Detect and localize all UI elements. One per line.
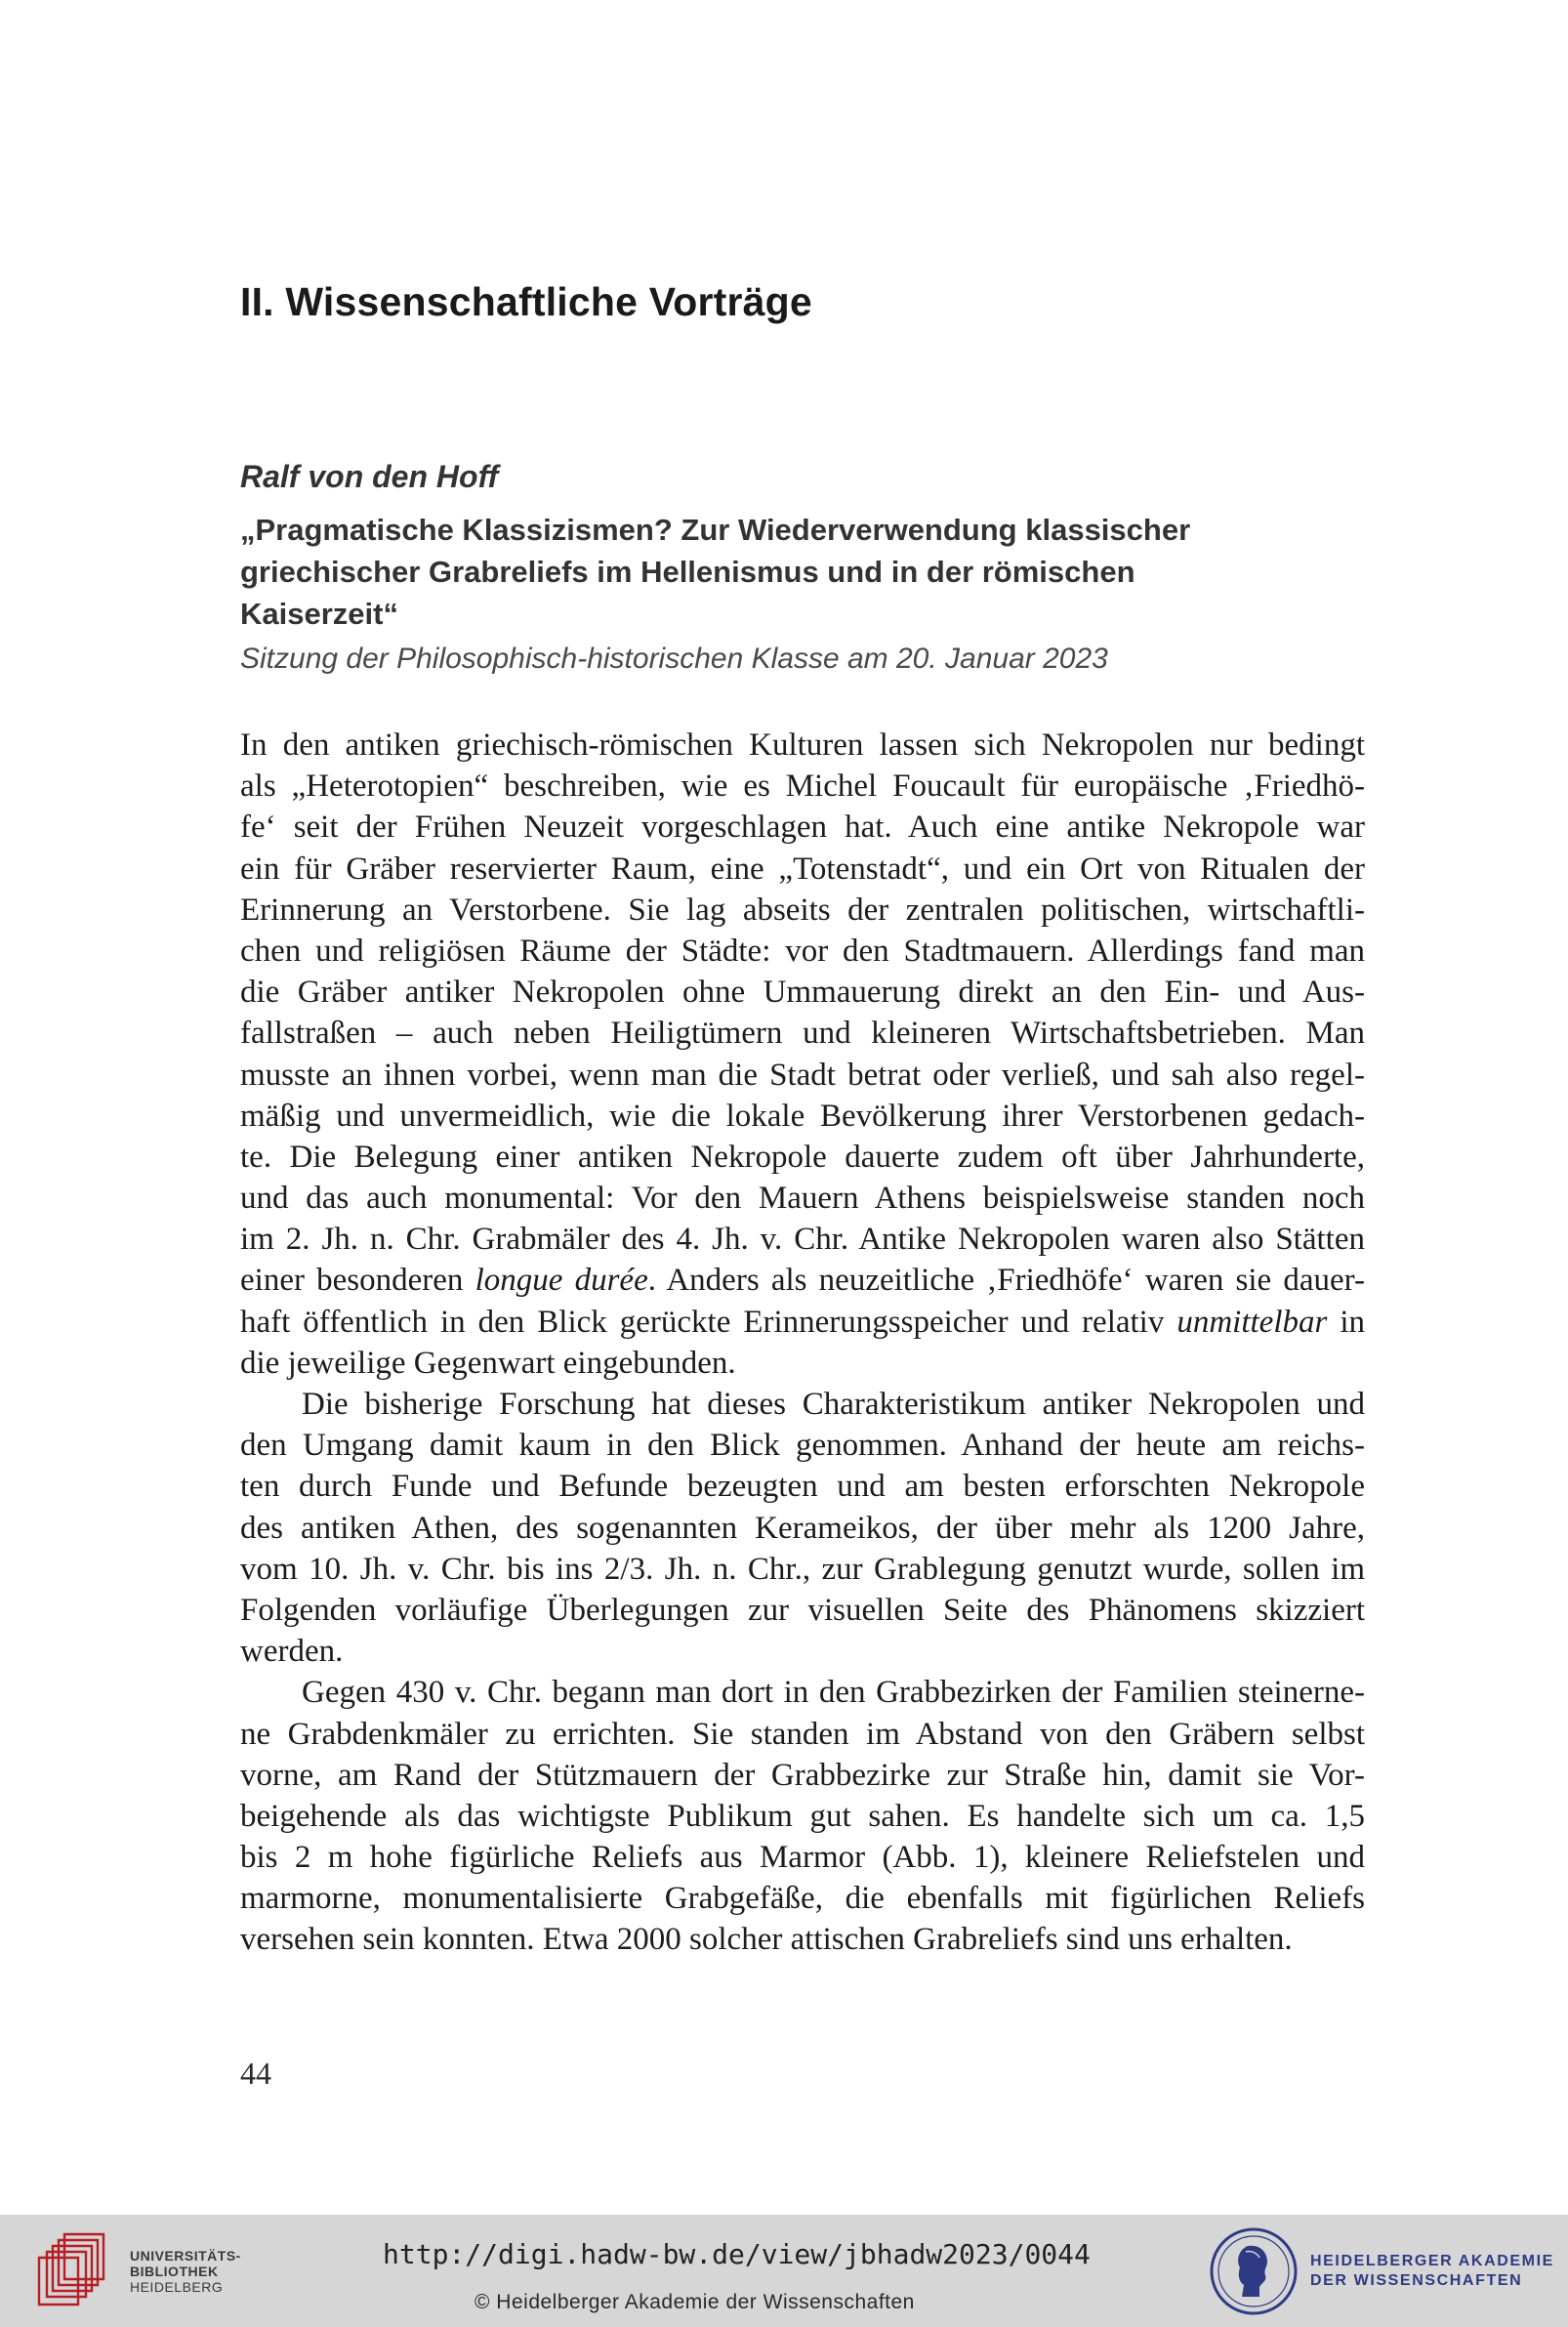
academy-name: [1310, 2252, 1554, 2291]
text-line: fallstraßen – auch neben Heiligtümern und kleineren Wirtschaftsbetrieben. Man: [240, 1016, 1365, 1052]
ub-line: UNIVERSITÄTS-: [130, 2248, 241, 2264]
talk-title-line: „Pragmatische Klassizismen? Zur Wiederverwendung klassischer: [240, 513, 1191, 547]
text-line: den Umgang damit kaum in den Blick genommen. Anhand der heute am reichs-: [240, 1428, 1365, 1464]
text-line: des antiken Athen, des sogenannten Kerameikos, der über mehr als 1200 Jahre,: [240, 1510, 1365, 1546]
text-line: vom 10. Jh. v. Chr. bis ins 2/3. Jh. n. Chr., zur Grablegung genutzt wurde, sollen im: [240, 1551, 1365, 1587]
text-line: te. Die Belegung einer antiken Nekropole dauerte zudem oft über Jahrhunderte,: [240, 1139, 1365, 1175]
session-info: Sitzung der Philosophisch-historischen Klasse am 20. Januar 2023: [240, 643, 1108, 675]
text-line: Die bisherige Forschung hat dieses Charakteristikum antiker Nekropolen und: [302, 1387, 1365, 1422]
text-line: fe‘ seit der Frühen Neuzeit vorgeschlagen hat. Auch eine antike Nekropole war: [240, 810, 1365, 846]
text-line: Erinnerung an Verstorbene. Sie lag abseits der zentralen politischen, wirtschaftli-: [240, 892, 1365, 928]
university-library-logo[interactable]: [35, 2228, 125, 2310]
talk-title-line: Kaiserzeit“: [240, 597, 398, 631]
text-line: In den antiken griechisch-römischen Kulturen lassen sich Nekropolen nur bedingt: [240, 727, 1365, 763]
text-line: beigehende als das wichtigste Publikum gut sahen. Es handelte sich um ca. 1,5: [240, 1798, 1365, 1834]
italic-term: unmittelbar: [1176, 1304, 1328, 1340]
text-line: und das auch monumental: Vor den Mauern Athens beispielsweise standen noch: [240, 1181, 1365, 1217]
author-name: Ralf von den Hoff: [240, 459, 499, 494]
text-line: ten durch Funde und Befunde bezeugten und am besten erforschten Nekropole: [240, 1469, 1365, 1505]
text-line: die jeweilige Gegenwart eingebunden.: [240, 1345, 736, 1381]
text-line: ein für Gräber reservierter Raum, eine „Totenstadt“, und ein Ort von Ritualen der: [240, 851, 1365, 887]
ub-line: BIBLIOTHEK: [130, 2264, 219, 2279]
text-line: werden.: [240, 1634, 344, 1670]
text-line: [240, 1260, 1365, 1301]
text-line: als „Heterotopien“ beschreiben, wie es Michel Foucault für europäische ‚Friedhö-: [240, 769, 1365, 805]
university-library-name: [130, 2248, 241, 2295]
text-run: haft öffentlich in den Blick gerückte Erinnerungsspeicher und relativ: [240, 1304, 1177, 1340]
text-line: bis 2 m hohe figürliche Reliefs aus Marmor (Abb. 1), kleinere Reliefstelen und: [240, 1840, 1365, 1876]
text-line: vorne, am Rand der Stützmauern der Grabbezirke zur Straße hin, damit sie Vor-: [240, 1757, 1365, 1793]
page-number: 44: [240, 2056, 271, 2091]
text-line: die Gräber antiker Nekropolen ohne Ummauerung direkt an den Ein- und Aus-: [240, 975, 1365, 1011]
talk-title: [240, 509, 1353, 635]
text-line: chen und religiösen Räume der Städte: vor den Stadtmauern. Allerdings fand man: [240, 933, 1365, 969]
text-line: mäßig und unvermeidlich, wie die lokale Bevölkerung ihrer Verstorbenen gedach-: [240, 1098, 1365, 1134]
ub-line: HEIDELBERG: [130, 2279, 224, 2295]
text-line: Folgenden vorläufige Überlegungen zur visuellen Seite des Phänomens skizziert: [240, 1592, 1365, 1628]
text-line: [240, 1302, 1365, 1343]
text-line: Gegen 430 v. Chr. begann man dort in den Grabbezirken der Familien steinerne-: [302, 1675, 1365, 1711]
text-run: . Anders als neuzeitliche ‚Friedhöfe‘ waren sie dauer-: [647, 1263, 1365, 1299]
academy-line: DER WISSENSCHAFTEN: [1310, 2272, 1523, 2289]
talk-title-line: griechischer Grabreliefs im Hellenismus und in der römischen: [240, 555, 1135, 589]
academy-seal-logo[interactable]: [1209, 2226, 1299, 2316]
academy-line: HEIDELBERGER AKADEMIE: [1310, 2253, 1554, 2269]
copyright-notice: © Heidelberger Akademie der Wissenschaften: [475, 2291, 915, 2313]
text-line: musste an ihnen vorbei, wenn man die Stadt betrat oder verließ, und sah also regel-: [240, 1057, 1365, 1093]
text-run: in: [1327, 1304, 1366, 1340]
text-run: einer besonderen: [240, 1263, 475, 1299]
text-line: versehen sein konnten. Etwa 2000 solcher attischen Grabreliefs sind uns erhalten.: [240, 1922, 1293, 1958]
body-text: [240, 725, 1365, 1961]
italic-term: longue durée: [475, 1263, 648, 1299]
text-line: ne Grabdenkmäler zu errichten. Sie standen im Abstand von den Gräbern selbst: [240, 1716, 1365, 1752]
footer-bar: [0, 2215, 1568, 2327]
section-heading: II. Wissenschaftliche Vorträge: [240, 279, 812, 324]
text-line: im 2. Jh. n. Chr. Grabmäler des 4. Jh. v. Chr. Antike Nekropolen waren also Stätten: [240, 1222, 1365, 1258]
permalink-url[interactable]: http://digi.hadw-bw.de/view/jbhadw2023/0044: [383, 2238, 1091, 2270]
text-line: marmorne, monumentalisierte Grabgefäße, die ebenfalls mit figürlichen Reliefs: [240, 1881, 1365, 1917]
